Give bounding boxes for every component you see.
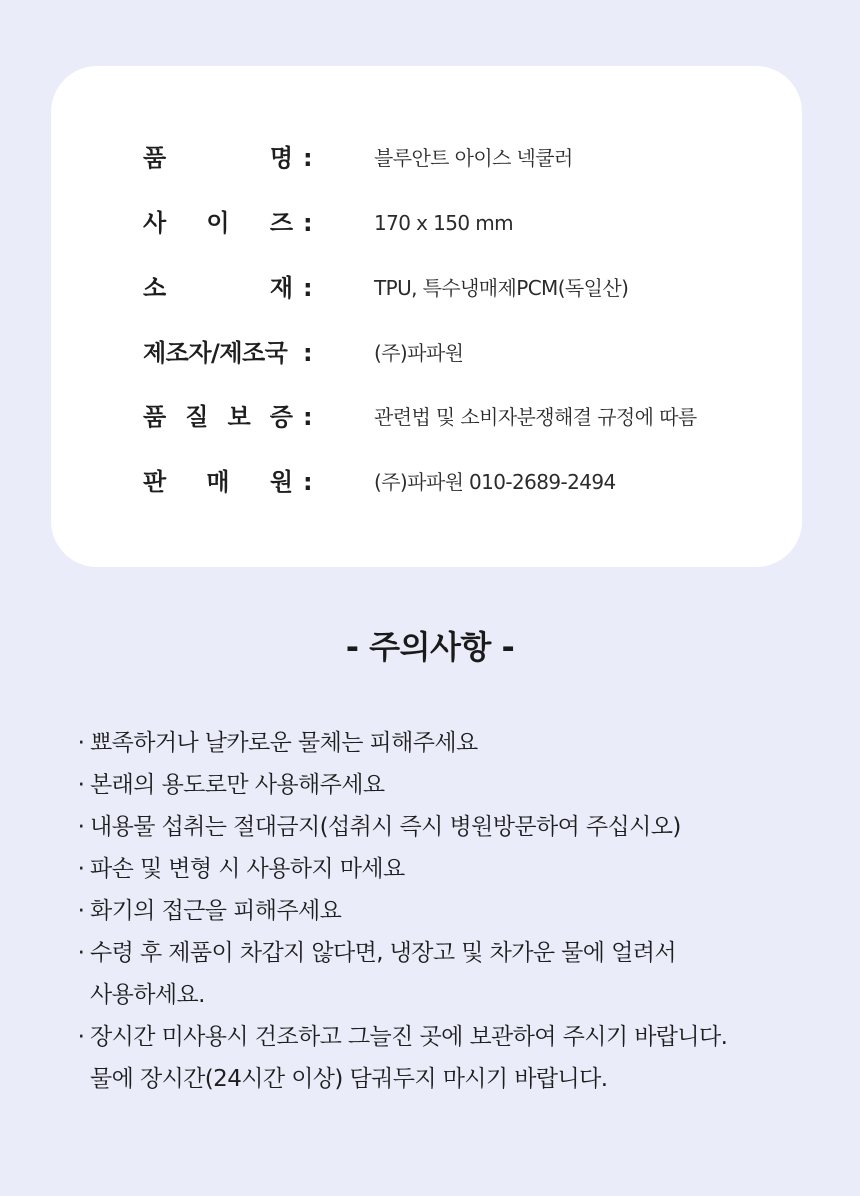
spec-label-char: 품 [143,144,167,172]
spec-value: TPU, 특수냉매제PCM(독일산) [374,276,629,300]
notice-line: 수령 후 제품이 차갑지 않다면, 냉장고 및 차가운 물에 얼려서 [90,940,676,966]
notice-line: 내용물 섭취는 절대금지(섭취시 즉시 병원방문하여 주십시오) [90,814,681,840]
spec-colon: : [303,339,313,367]
notice-list [74,722,814,1100]
notice-line: 장시간 미사용시 건조하고 그늘진 곳에 보관하여 주시기 바랍니다. [90,1024,728,1050]
notice-line: 물에 장시간(24시간 이상) 담궈두지 마시기 바랍니다. [90,1066,608,1092]
notice-line: 본래의 용도로만 사용해주세요 [90,772,385,798]
notice-item [74,764,814,806]
spec-label [143,462,293,502]
spec-label-char: 매 [206,468,230,496]
spec-label [143,203,293,243]
notice-item [74,890,814,932]
notice-line: 파손 및 변형 시 사용하지 마세요 [90,856,405,882]
spec-colon: : [303,209,313,237]
spec-row-product-name [51,138,802,178]
spec-label-char: 소 [143,274,167,302]
notice-item [74,722,814,764]
notice-line: 뾰족하거나 날카로운 물체는 피해주세요 [90,730,478,756]
spec-row-size [51,203,802,243]
spec-row-seller [51,462,802,502]
spec-colon: : [303,274,313,302]
spec-row-quality-guarantee [51,397,802,437]
bullet-dot: · [77,898,85,924]
spec-label [143,397,293,437]
product-spec-card [51,66,802,567]
notice-item [74,806,814,848]
spec-label-char: 명 [269,144,293,172]
bullet-dot: · [77,730,85,756]
spec-value: 170 x 150 mm [374,211,514,235]
spec-value: (주)파파원 [374,341,464,365]
spec-label-char: 품 [143,403,167,431]
notice-line: 사용하세요. [90,982,205,1008]
bullet-dot: · [77,940,85,966]
spec-label-char: 질 [185,403,209,431]
spec-colon: : [303,403,313,431]
spec-label-char: 제조자/제조국 [143,339,288,367]
spec-label [143,138,293,178]
spec-label-char: 판 [143,468,167,496]
spec-colon: : [303,468,313,496]
spec-label [143,268,293,308]
spec-value: (주)파파원 010-2689-2494 [374,470,616,494]
spec-value: 블루안트 아이스 넥쿨러 [374,146,573,170]
bullet-dot: · [77,772,85,798]
spec-value: 관련법 및 소비자분쟁해결 규정에 따름 [374,405,697,429]
notice-item [74,932,814,1016]
spec-label-char: 원 [269,468,293,496]
bullet-dot: · [77,814,85,840]
spec-colon: : [303,144,313,172]
spec-label [143,333,293,373]
spec-label-char: 이 [206,209,230,237]
spec-label-char: 보 [227,403,251,431]
spec-row-manufacturer [51,333,802,373]
notice-item [74,848,814,890]
spec-label-char: 증 [269,403,293,431]
notice-line: 화기의 접근을 피해주세요 [90,898,342,924]
bullet-dot: · [77,856,85,882]
bullet-dot: · [77,1024,85,1050]
spec-row-material [51,268,802,308]
notice-title: - 주의사항 - [345,628,515,666]
spec-label-char: 재 [269,274,293,302]
spec-label-char: 즈 [269,209,293,237]
spec-label-char: 사 [143,209,167,237]
notice-item [74,1016,814,1100]
